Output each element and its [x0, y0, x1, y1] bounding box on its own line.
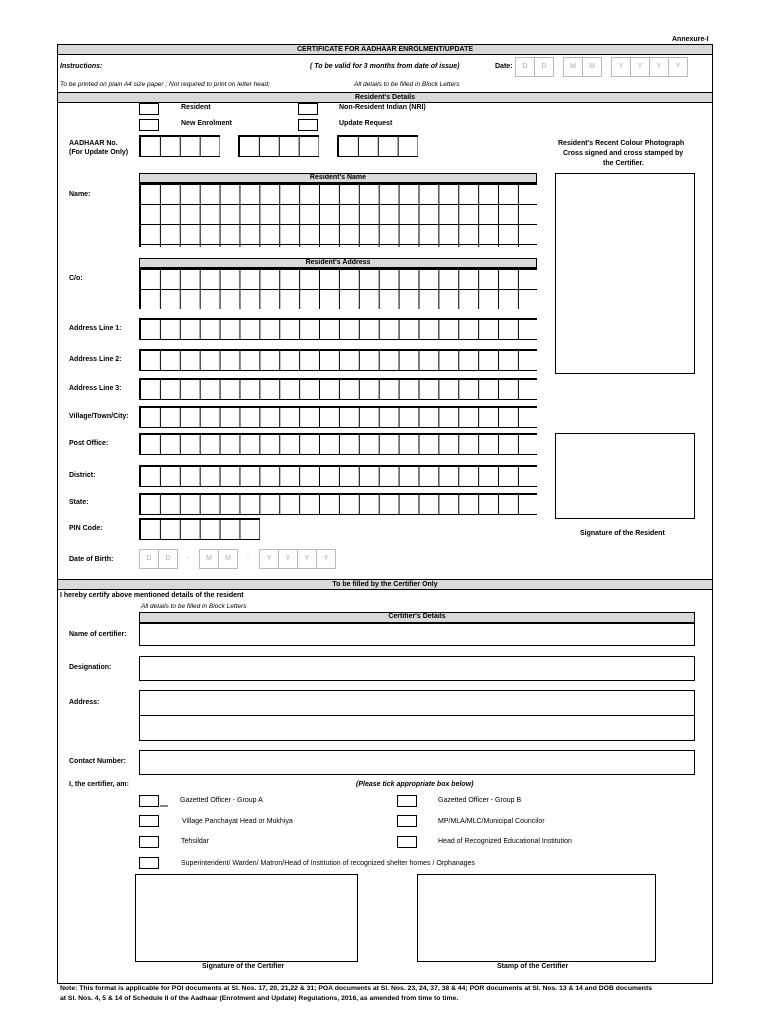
address-line-1-input[interactable]: [139, 318, 537, 340]
certifier-band: To be filled by the Certifier Only: [57, 579, 713, 590]
annexure-label: Annexure-I: [672, 36, 709, 43]
village-head-checkbox[interactable]: [139, 815, 159, 827]
nri-checkbox[interactable]: [298, 103, 318, 115]
residents-address-heading: Resident's Address: [139, 258, 537, 268]
mp-mla-label: MP/MLA/MLC/Municipal Councilor: [438, 818, 545, 825]
certify-statement: I hereby certify above mentioned details of the resident: [60, 592, 244, 599]
photo-caption-1: Resident's Recent Colour Photograph: [558, 140, 685, 147]
address-line-1-label: Address Line 1:: [69, 325, 122, 332]
residents-details-heading: Resident's Details: [57, 92, 713, 103]
tehsildar-checkbox[interactable]: [139, 836, 159, 848]
dob-label: Date of Birth:: [69, 556, 114, 563]
footer-note-line-2: at Sl. Nos. 4, 5 & 14 of Schedule II of the Aadhaar (Enrolment and Update) Regulations, 2016, as amended from time to time.: [60, 995, 459, 1002]
village-head-label: Village Panchayat Head or Mukhiya: [182, 818, 293, 825]
head-institution-label: Head of Recognized Educational Institution: [438, 838, 572, 845]
residents-name-heading: Resident's Name: [139, 173, 537, 183]
co-label: C/o:: [69, 275, 83, 282]
tehsildar-label: Tehsildar: [181, 838, 210, 845]
address-line-3-input[interactable]: [139, 378, 537, 400]
photograph-box[interactable]: [555, 173, 695, 374]
footer-note-line-1: Note: This format is applicable for POI documents at Sl. Nos. 17, 20, 21,22 & 31; POA documents at Sl. Nos. 23, 24, 37, 38 & 44; POR documents at Sl. Nos. 13 & 14 and DOB documents: [60, 985, 652, 992]
nri-label: Non-Resident Indian (NRI): [339, 104, 426, 111]
designation-input[interactable]: [139, 656, 695, 681]
gazetted-b-checkbox[interactable]: [397, 795, 417, 807]
pin-code-label: PIN Code:: [69, 525, 103, 532]
resident-checkbox[interactable]: [139, 103, 159, 115]
gazetted-b-label: Gazetted Officer - Group B: [438, 797, 522, 804]
pin-code-input[interactable]: [139, 518, 260, 540]
update-request-label: Update Request: [339, 120, 393, 127]
designation-label: Designation:: [69, 664, 112, 671]
certifier-address-label: Address:: [69, 699, 100, 706]
aadhaar-input-group-2[interactable]: [238, 135, 319, 157]
address-divider: [139, 715, 695, 716]
name-input-grid[interactable]: [139, 183, 537, 247]
certifier-stamp-box[interactable]: [417, 874, 656, 962]
block-letters-note: All details to be filled in Block Letters: [354, 81, 460, 88]
address-line-2-input[interactable]: [139, 349, 537, 371]
district-input[interactable]: [139, 465, 537, 487]
state-input[interactable]: [139, 493, 537, 515]
issue-date-field[interactable]: D D - M M - Y Y Y Y: [515, 57, 687, 77]
resident-signature-box[interactable]: [555, 433, 695, 519]
address-line-3-label: Address Line 3:: [69, 385, 122, 392]
validity-note: ( To be valid for 3 months from date of issue): [310, 63, 460, 70]
superintendent-checkbox[interactable]: [139, 857, 159, 869]
name-label: Name:: [69, 191, 91, 198]
new-enrolment-checkbox[interactable]: [139, 119, 159, 131]
certifier-name-input[interactable]: [139, 623, 695, 646]
print-note: To be printed on plain A4 size paper ; Not required to print on letter head;: [60, 81, 270, 88]
gazetted-a-dash: ‗‗: [160, 800, 168, 807]
certifier-block-letters-note: All details to be filled in Block Letters: [141, 603, 247, 610]
certifier-name-label: Name of certifier:: [69, 631, 127, 638]
certifier-signature-label: Signature of the Certifier: [202, 963, 285, 970]
head-institution-checkbox[interactable]: [397, 836, 417, 848]
dob-field[interactable]: D D - M M - Y Y Y Y: [139, 549, 335, 569]
village-input[interactable]: [139, 406, 537, 428]
resident-label: Resident: [181, 104, 211, 111]
address-line-2-label: Address Line 2:: [69, 356, 122, 363]
instructions-label: Instructions:: [60, 63, 103, 70]
tick-note: (Please tick appropriate box below): [356, 781, 474, 788]
photo-caption-3: the Certifier.: [603, 160, 644, 167]
form-title: CERTIFICATE FOR AADHAAR ENROLMENT/UPDATE: [57, 44, 713, 55]
aadhaar-input-group-3[interactable]: [337, 135, 418, 157]
state-label: State:: [69, 499, 89, 506]
resident-signature-label: Signature of the Resident: [580, 530, 665, 537]
district-label: District:: [69, 472, 96, 479]
certifier-stamp-label: Stamp of the Certifier: [497, 963, 569, 970]
superintendent-label: Superintendent/ Warden/ Matron/Head of Institution of recognized shelter homes / Orphanages: [181, 860, 475, 867]
post-office-label: Post Office:: [69, 440, 109, 447]
contact-number-input[interactable]: [139, 750, 695, 775]
aadhaar-sublabel: (For Update Only): [69, 149, 129, 156]
certifier-type-label: I, the certifier, am:: [69, 781, 129, 788]
aadhaar-input-group-1[interactable]: [139, 135, 220, 157]
co-input-grid[interactable]: [139, 268, 537, 309]
certifier-signature-box[interactable]: [135, 874, 358, 962]
date-label: Date:: [495, 63, 513, 70]
gazetted-a-checkbox[interactable]: [139, 795, 159, 807]
post-office-input[interactable]: [139, 433, 537, 455]
aadhaar-label: AADHAAR No.: [69, 140, 118, 147]
certifiers-details-heading: Certifier's Details: [139, 612, 695, 623]
new-enrolment-label: New Enrolment: [181, 120, 232, 127]
contact-number-label: Contact Number:: [69, 758, 126, 765]
update-request-checkbox[interactable]: [298, 119, 318, 131]
mp-mla-checkbox[interactable]: [397, 815, 417, 827]
gazetted-a-label: Gazetted Officer - Group A: [180, 797, 263, 804]
photo-caption-2: Cross signed and cross stamped by: [563, 150, 684, 157]
village-label: Village/Town/City:: [69, 413, 129, 420]
